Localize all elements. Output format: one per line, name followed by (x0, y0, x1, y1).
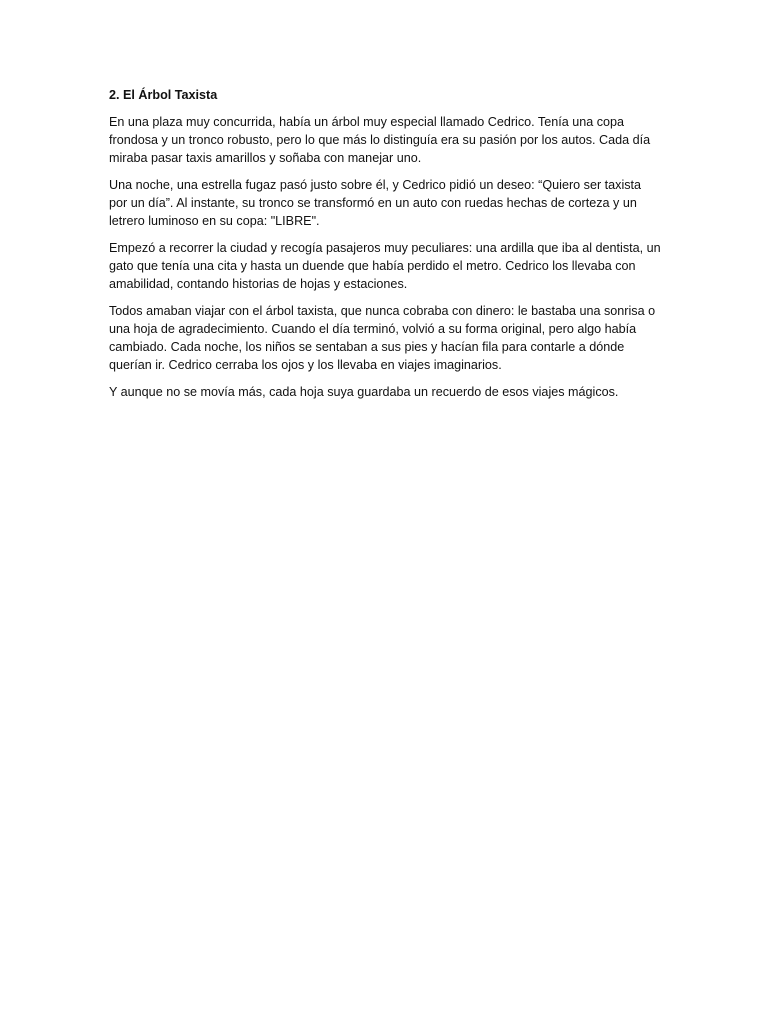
paragraph-5: Y aunque no se movía más, cada hoja suya guardaba un recuerdo de esos viajes mágicos. (109, 385, 619, 399)
document-title: 2. El Árbol Taxista (109, 88, 218, 102)
paragraph-4: Todos amaban viajar con el árbol taxista, que nunca cobraba con dinero: le bastaba una sonrisa o una hoja de agradecimiento. Cuando el día terminó, volvió a su forma original, pero algo había cambiado. Cada noche, los niños se sentaban a sus pies y hacían fila para contarle a dónde querían ir. Cedrico cerraba los ojos y los llevaba en viajes imaginarios. (109, 304, 656, 372)
paragraph-2: Una noche, una estrella fugaz pasó justo sobre él, y Cedrico pidió un deseo: “Quiero ser taxista por un día”. Al instante, su tronco se transformó en un auto con ruedas hechas de corteza y un letrero luminoso en su copa: "LIBRE". (109, 178, 642, 228)
paragraph-1: En una plaza muy concurrida, había un árbol muy especial llamado Cedrico. Tenía una copa frondosa y un tronco robusto, pero lo que más lo distinguía era su pasión por los autos. Cada día miraba pasar taxis amarillos y soñaba con manejar uno. (109, 115, 651, 165)
paragraph-3: Empezó a recorrer la ciudad y recogía pasajeros muy peculiares: una ardilla que iba al dentista, un gato que tenía una cita y hasta un duende que había perdido el metro. Cedrico los llevaba con amabilidad, contando historias de hojas y estaciones. (109, 241, 661, 291)
document-body (109, 86, 661, 410)
